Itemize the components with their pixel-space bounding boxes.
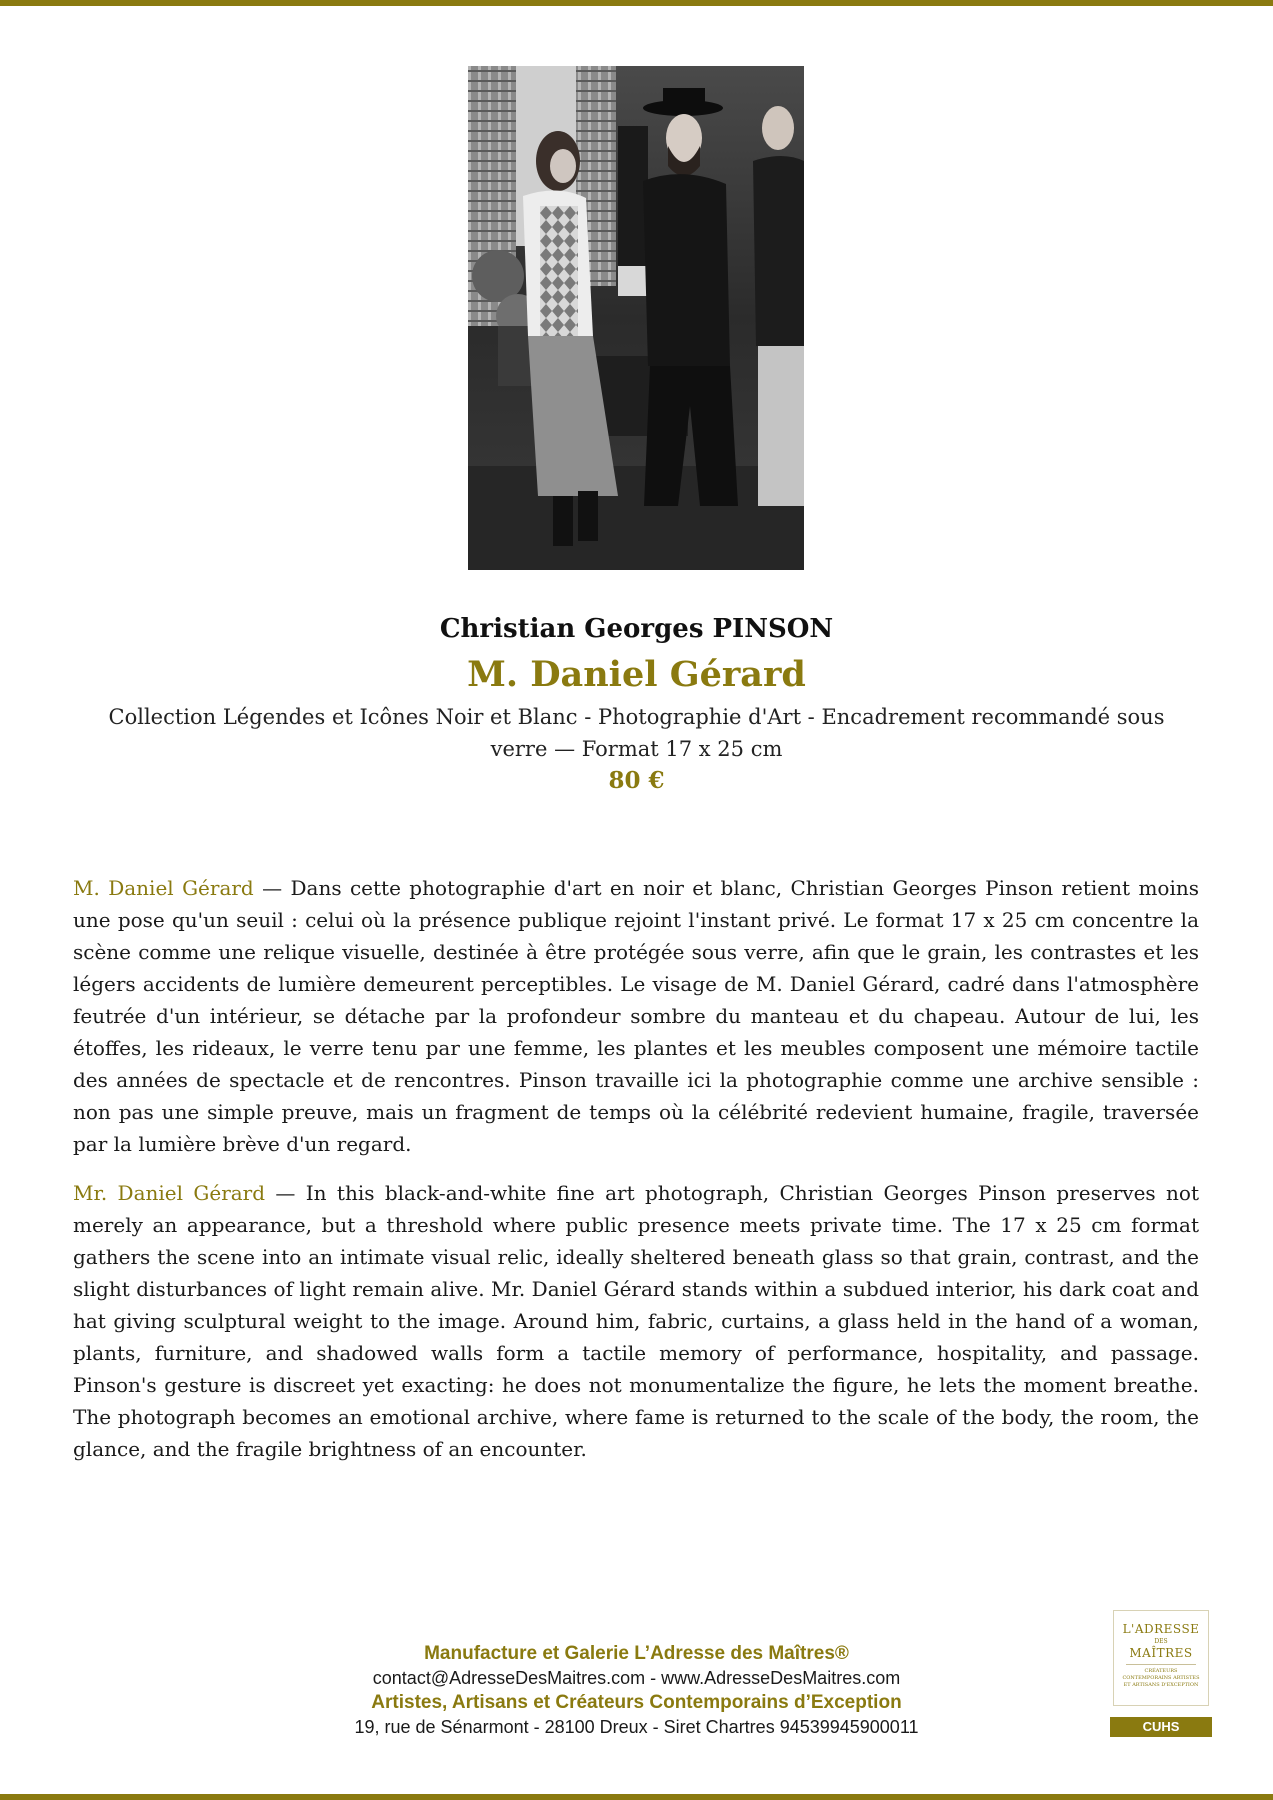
price: 80 € <box>608 767 665 794</box>
cuhs-badge: CUHS <box>1110 1717 1212 1737</box>
description-english <box>73 1177 1199 1465</box>
footer <box>250 1641 1023 1739</box>
logo-divider <box>1126 1664 1196 1665</box>
description-french-text: — Dans cette photographie d'art en noir et blanc, Christian Georges Pinson retient moins une pose qu'un seuil : celui où la présence publique rejoint l'instant privé. Le format 17 x 25 cm concentre la scène comme une relique visuelle, destinée à être protégée sous verre, afin que le grain, les contrastes et les légers accidents de lumière demeurent perceptibles. Le visage de M. Daniel Gérard, cadré dans l'atmosphère feutrée d'un intérieur, se détache par la profondeur sombre du manteau et du chapeau. Autour de lui, les étoffes, les rideaux, le verre tenu par une femme, les plantes et les meubles composent une mémoire tactile des années de spectacle et de rencontres. Pinson travaille ici la photographie comme une archive sensible : non pas une simple preuve, mais un fragment de temps où la célébrité redevient humaine, fragile, traversée par la lumière brève d'un regard. <box>73 876 1199 1156</box>
top-border <box>0 0 1273 6</box>
artwork-photo <box>468 66 804 570</box>
logo-line-3: MAÎTRES <box>1129 1646 1193 1660</box>
footer-contact[interactable]: contact@AdresseDesMaitres.com - www.AdresseDesMaitres.com <box>372 1668 901 1688</box>
bottom-border <box>0 1794 1273 1800</box>
description-french <box>73 872 1199 1160</box>
artwork-title: M. Daniel Gérard <box>467 654 806 695</box>
description-french-lead: M. Daniel Gérard <box>73 876 254 900</box>
description-english-text: — In this black-and-white fine art photograph, Christian Georges Pinson preserves not merely an appearance, but a threshold where public presence meets private time. The 17 x 25 cm format gathers the scene into an intimate visual relic, ideally sheltered beneath glass so that grain, contrast, and the slight disturbances of light remain alive. Mr. Daniel Gérard stands within a subdued interior, his dark coat and hat giving sculptural weight to the image. Around him, fabric, curtains, a glass held in the hand of a woman, plants, furniture, and shadowed walls form a tactile memory of performance, hospitality, and passage. Pinson's gesture is discreet yet exacting: he does not monumentalize the figure, he lets the moment breathe. The photograph becomes an emotional archive, where fame is returned to the scale of the body, the room, the glance, and the fragile brightness of an encounter. <box>73 1181 1199 1461</box>
footer-tagline: Artistes, Artisans et Créateurs Contemporains d’Exception <box>371 1692 902 1713</box>
description-english-lead: Mr. Daniel Gérard <box>73 1181 266 1205</box>
gallery-logo <box>1113 1610 1209 1706</box>
footer-address: 19, rue de Sénarmont - 28100 Dreux - Siret Chartres 94539945900011 <box>354 1717 919 1737</box>
artist-name: Christian Georges PINSON <box>439 614 834 644</box>
footer-gallery-name: Manufacture et Galerie L’Adresse des Maîtres® <box>424 1643 849 1664</box>
logo-line-2: DES <box>1154 1638 1168 1645</box>
logo-line-1: L'ADRESSE <box>1122 1622 1200 1636</box>
logo-tagline: CRÉATEURS CONTEMPORAINS ARTISTES ET ARTISANS D'EXCEPTION <box>1122 1668 1200 1688</box>
photo-illustration <box>468 66 804 570</box>
artwork-subtitle: Collection Légendes et Icônes Noir et Blanc - Photographie d'Art - Encadrement recommandé sous verre — Format 17 x 25 cm <box>108 705 1165 761</box>
